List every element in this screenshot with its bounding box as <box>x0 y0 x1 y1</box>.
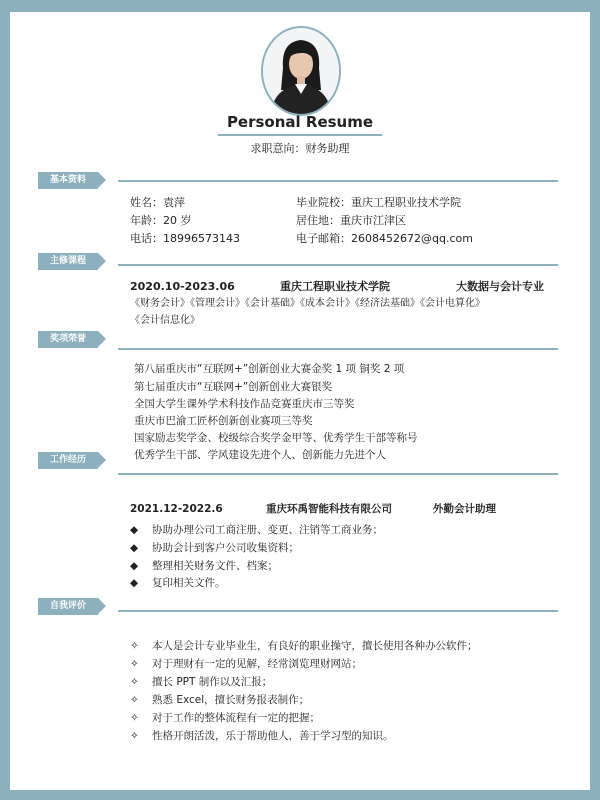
work-duty-text: 协助会计到客户公司收集资料； <box>152 542 299 554</box>
sparkle-bullet-icon: ✧ <box>130 712 139 724</box>
sparkle-bullet-icon: ✧ <box>130 730 139 742</box>
award-item: 国家励志奖学金、校级综合奖学金甲等、优秀学生干部等称号 <box>134 432 418 444</box>
profile-photo <box>261 26 341 116</box>
sparkle-bullet-icon: ✧ <box>130 658 139 670</box>
award-item: 第七届重庆市“互联网+”创新创业大赛银奖 <box>134 381 333 393</box>
work-duty-row <box>130 558 278 573</box>
section-line-awards <box>118 348 558 350</box>
self-eval-row <box>130 674 272 689</box>
education-period: 2020.10-2023.06 <box>130 280 235 293</box>
award-item: 全国大学生课外学术科技作品竞赛重庆市三等奖 <box>134 398 355 410</box>
self-eval-row <box>130 692 309 707</box>
self-eval-row <box>130 638 478 653</box>
diamond-bullet-icon: ◆ <box>130 542 139 554</box>
work-period: 2021.12-2022.6 <box>130 503 223 515</box>
basic-name: 姓名：袁萍 <box>130 196 185 209</box>
self-eval-text: 对于理财有一定的见解，经常浏览理财网站； <box>152 658 362 670</box>
courses-line-2: 《会计信息化》 <box>130 315 200 326</box>
work-duty-text: 复印相关文件。 <box>152 577 226 589</box>
sparkle-bullet-icon: ✧ <box>130 676 139 688</box>
award-item: 第八届重庆市“互联网+”创新创业大赛金奖 1 项 铜奖 2 项 <box>134 363 405 375</box>
person-portrait-icon <box>263 28 339 114</box>
basic-age: 年龄：20 岁 <box>130 214 192 227</box>
self-eval-row <box>130 710 320 725</box>
section-line-basic <box>118 180 558 182</box>
education-major: 大数据与会计专业 <box>456 280 544 293</box>
page-title: Personal Resume <box>226 113 374 131</box>
self-eval-row <box>130 728 394 743</box>
education-school: 重庆工程职业技术学院 <box>280 280 390 293</box>
section-line-self <box>118 610 558 612</box>
work-duty-row <box>130 540 299 555</box>
self-eval-text: 对于工作的整体流程有一定的把握； <box>152 712 320 724</box>
work-company: 重庆环禹智能科技有限公司 <box>266 503 392 515</box>
self-eval-text: 性格开朗活泼，乐于帮助他人，善于学习型的知识。 <box>152 730 394 742</box>
basic-email: 电子邮箱：2608452672@qq.com <box>296 232 473 245</box>
self-eval-text: 本人是会计专业毕业生，有良好的职业操守，擅长使用各种办公软件； <box>152 640 478 652</box>
work-duty-text: 协助办理公司工商注册、变更、注销等工商业务； <box>152 524 383 536</box>
job-objective: 求职意向：财务助理 <box>250 142 350 155</box>
basic-residence: 居住地：重庆市江津区 <box>296 214 406 227</box>
award-item: 重庆市巴渝工匠杯创新创业赛项三等奖 <box>134 415 313 427</box>
section-line-work <box>118 473 558 475</box>
diamond-bullet-icon: ◆ <box>130 577 139 589</box>
frame-top <box>0 0 600 12</box>
title-underline <box>218 134 382 136</box>
work-role: 外勤会计助理 <box>433 503 496 515</box>
diamond-bullet-icon: ◆ <box>130 524 139 536</box>
basic-school: 毕业院校：重庆工程职业技术学院 <box>296 196 461 209</box>
self-eval-row <box>130 656 362 671</box>
diamond-bullet-icon: ◆ <box>130 560 139 572</box>
sparkle-bullet-icon: ✧ <box>130 640 139 652</box>
section-tag-courses: 主修课程 <box>38 253 98 270</box>
sparkle-bullet-icon: ✧ <box>130 694 139 706</box>
self-eval-text: 擅长 PPT 制作以及汇报； <box>152 676 273 688</box>
section-tag-basic: 基本资料 <box>38 172 98 189</box>
section-tag-work: 工作经历 <box>38 452 98 469</box>
award-item: 优秀学生干部、学风建设先进个人、创新能力先进个人 <box>134 449 386 461</box>
work-duty-row <box>130 522 383 537</box>
work-duty-row <box>130 575 226 590</box>
self-eval-text: 熟悉 Excel，擅长财务报表制作； <box>152 694 310 706</box>
section-line-courses <box>118 264 558 266</box>
frame-bottom <box>0 790 600 800</box>
courses-line-1: 《财务会计》《管理会计》《会计基础》《成本会计》《经济法基础》《会计电算化》 <box>130 298 485 309</box>
section-tag-awards: 奖项荣誉 <box>38 331 98 348</box>
work-duty-text: 整理相关财务文件、档案； <box>152 560 278 572</box>
basic-phone: 电话：18996573143 <box>130 232 240 245</box>
section-tag-self: 自我评价 <box>38 598 98 615</box>
